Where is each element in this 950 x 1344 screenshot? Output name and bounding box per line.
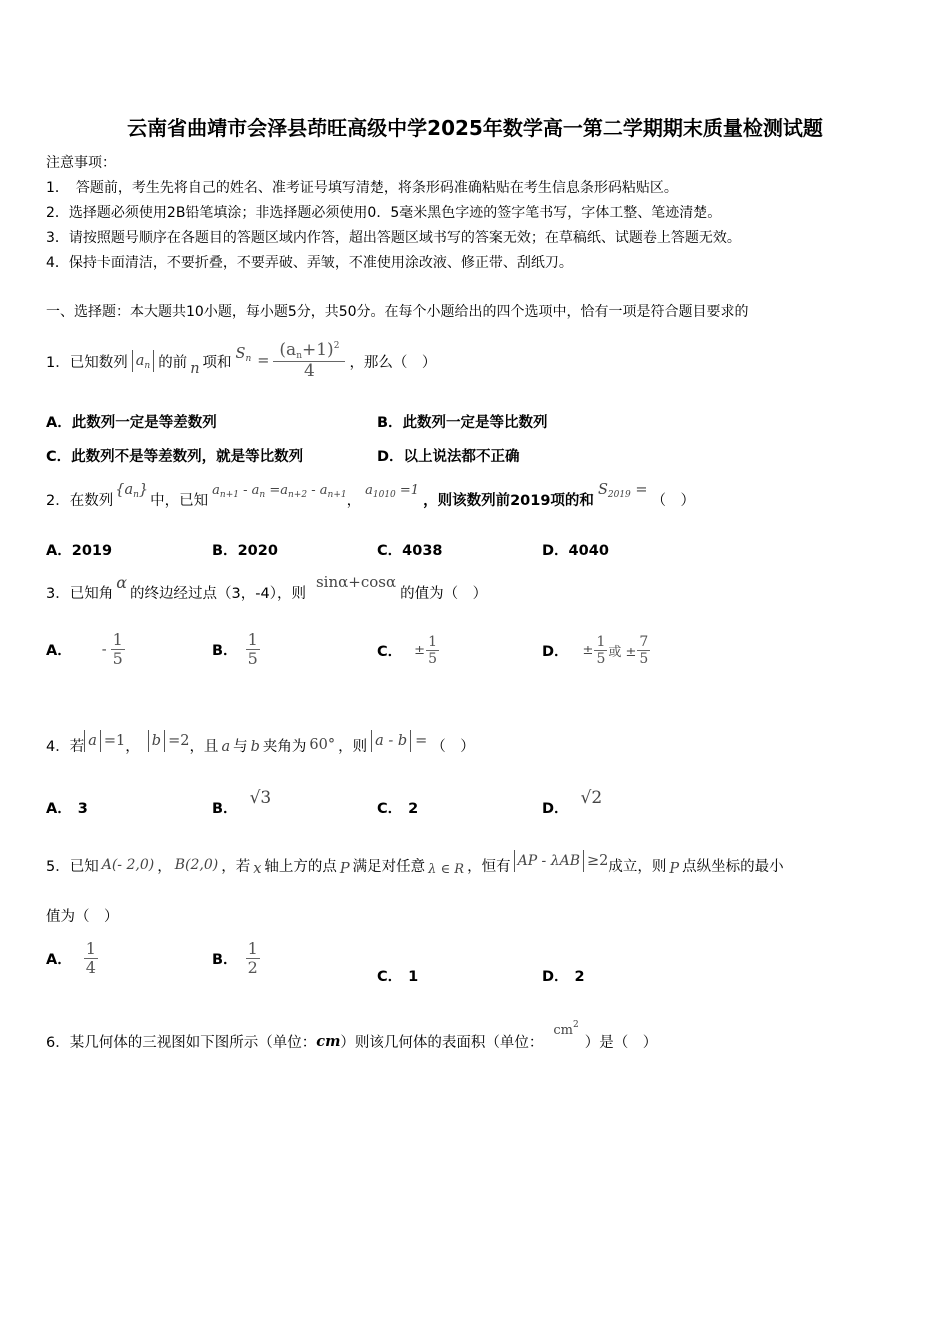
question-number: 5． (46, 858, 70, 875)
math-op: - (307, 482, 320, 498)
math-lambda: λ ∈ R (428, 861, 465, 877)
math-var: S (597, 482, 608, 498)
question-text: ， (346, 492, 362, 509)
question-text: 满足对任意 (352, 858, 426, 875)
question-5 (46, 848, 784, 882)
notes-heading: 注意事项： (46, 155, 116, 171)
math-var: a (251, 482, 260, 498)
option-b[interactable] (377, 411, 548, 432)
question-1 (46, 336, 436, 386)
option-text: √3 (249, 788, 272, 808)
option-text: 2 (574, 969, 585, 985)
math-alpha: α (116, 572, 128, 592)
math-abs-expr: AP - λAB (514, 850, 584, 872)
math-fraction (273, 341, 345, 382)
math-fraction (637, 634, 650, 667)
math-abs-b: b (148, 730, 165, 752)
math-sub: n+1 (219, 489, 239, 500)
question-text: 轴上方的点 (264, 858, 337, 875)
note-item: 4．保持卡面清洁，不要折叠，不要弄破、弄皱，不准使用涂改液、修正带、刮纸刀。 (46, 255, 573, 271)
option-text: 4038 (402, 543, 443, 559)
math-sign: ± (414, 643, 426, 659)
question-text: 项和 (202, 354, 232, 371)
math-abs-diff: a - b (371, 730, 411, 752)
question-text: 的值为（ ） (400, 585, 488, 602)
math-op: = (265, 482, 281, 498)
question-3 (46, 572, 487, 612)
question-text: 的终边经过点（3，-4），则 (130, 585, 306, 602)
option-label: B． (212, 643, 238, 660)
math-var: a (135, 353, 145, 369)
page-title: 云南省曲靖市会泽县茚旺高级中学2025年数学高一第二学期期末质量检测试题 (127, 116, 823, 140)
question-6 (46, 1020, 658, 1058)
fraction-denominator: 5 (247, 649, 258, 669)
option-d[interactable] (377, 445, 520, 466)
option-label: A． (46, 543, 72, 559)
math-fraction (594, 634, 607, 667)
question-text: 在数列 (69, 492, 114, 509)
math-eq: = (257, 353, 270, 369)
math-value: =2 (168, 733, 190, 749)
question-number: 1． (46, 354, 70, 371)
math-point-a: A(- 2,0) (101, 857, 155, 873)
question-text: 已知角 (69, 585, 114, 602)
question-text: 若 (69, 738, 85, 755)
question-text: ， (125, 738, 140, 755)
question-text: （ ） (651, 492, 696, 509)
option-label: A． (46, 643, 72, 660)
fraction-numerator: 1 (112, 630, 123, 649)
question-number: 6． (46, 1034, 70, 1051)
question-text: 中，已知 (150, 492, 209, 509)
question-text: ，若 (221, 858, 251, 875)
question-2 (46, 478, 695, 520)
math-fraction (84, 940, 98, 978)
option-label: A． (46, 801, 72, 817)
math-sub: n (133, 490, 139, 500)
question-number: 4． (46, 738, 70, 755)
option-d[interactable] (542, 634, 650, 667)
option-text: 此数列一定是等比数列 (402, 415, 548, 431)
fraction-numerator (273, 341, 345, 362)
fraction-denominator: 5 (596, 651, 606, 668)
fraction-numerator: 1 (247, 939, 258, 958)
math-eq: = (415, 733, 428, 749)
option-a[interactable] (46, 631, 125, 669)
option-text: √2 (580, 788, 603, 808)
option-label: D． (377, 449, 404, 465)
math-or: 或 ± (608, 645, 637, 661)
option-c[interactable] (46, 445, 303, 466)
math-var: a (212, 482, 220, 498)
math-given (365, 483, 419, 500)
fraction-numerator: 1 (596, 634, 606, 650)
math-sub: n (296, 350, 302, 361)
option-label: B． (212, 952, 238, 969)
math-expr: {a (115, 482, 134, 498)
option-label: C． (377, 543, 403, 559)
math-fraction (426, 634, 439, 667)
option-d[interactable] (542, 965, 585, 986)
fraction-denominator: 4 (304, 360, 315, 381)
option-text: 1 (408, 969, 419, 985)
option-c[interactable] (377, 965, 418, 986)
question-4 (46, 728, 475, 762)
option-d[interactable] (542, 788, 603, 818)
option-label: D． (542, 969, 569, 985)
option-label: B． (212, 543, 238, 559)
question-text: 夹角为 (262, 738, 307, 755)
math-value: =1 (103, 733, 126, 749)
option-label: B． (377, 415, 403, 431)
question-number: 3． (46, 585, 70, 602)
math-expr: +1) (302, 339, 334, 360)
fraction-numerator: 1 (85, 939, 96, 958)
note-item: 2．选择题必须使用2B铅笔填涂；非选择题必须使用0．5毫米黑色字迹的签字笔书写，字体工整、笔迹清楚。 (46, 205, 722, 221)
math-sub: n+1 (327, 489, 347, 500)
question-text: （ ） (431, 738, 475, 755)
math-recurrence (212, 483, 346, 500)
question-text: ，那么（ ） (349, 354, 437, 371)
option-a[interactable] (46, 411, 217, 432)
math-sum (236, 346, 252, 364)
option-label: C． (377, 969, 403, 985)
option-text: 此数列一定是等差数列 (71, 415, 217, 431)
math-sub: 2019 (607, 490, 631, 500)
math-sign: - (101, 641, 107, 658)
question-text: 与 (233, 738, 248, 755)
math-unit (553, 1020, 578, 1038)
math-expr: (a (279, 339, 297, 360)
option-label: C． (377, 644, 403, 661)
math-abs-a: a (84, 730, 101, 752)
question-text: 点纵坐标的最小 (682, 858, 784, 875)
math-point-b: B(2,0) (174, 857, 219, 873)
math-var: x (253, 861, 262, 877)
fraction-numerator: 1 (247, 630, 258, 649)
math-op: = (630, 482, 648, 498)
math-var: P (669, 861, 680, 877)
math-sub: 1010 (372, 489, 396, 500)
question-text: ）则该几何体的表面积（单位： (340, 1034, 544, 1051)
question-text: 已知 (69, 858, 99, 875)
math-var: n (190, 361, 200, 377)
option-b[interactable] (212, 940, 260, 978)
option-a[interactable] (46, 940, 98, 978)
math-sum (598, 482, 648, 500)
fraction-numerator: 7 (639, 634, 649, 650)
fraction-denominator: 5 (428, 651, 437, 668)
option-text: 4040 (568, 543, 609, 559)
option-text: 2 (408, 801, 419, 817)
question-text: ，则该数列前2019项的和 (423, 492, 594, 509)
option-label: B． (212, 801, 238, 817)
math-expr: sinα+cosα (315, 573, 397, 591)
math-var: P (339, 861, 350, 877)
option-label: A． (46, 952, 72, 969)
math-sign: ± (582, 643, 594, 659)
math-expr: } (138, 482, 149, 498)
math-sub: n (144, 361, 151, 371)
question-text: 某几何体的三视图如下图所示（单位： (69, 1034, 317, 1051)
option-a[interactable] (46, 539, 112, 560)
math-var: b (250, 739, 260, 755)
math-var: a (280, 482, 289, 498)
option-c[interactable] (377, 634, 439, 667)
math-sequence (115, 482, 148, 500)
math-unit-base: cm (553, 1023, 574, 1038)
fraction-denominator: 2 (247, 958, 258, 978)
option-b[interactable] (212, 631, 260, 669)
math-fraction (246, 940, 260, 978)
math-sequence (132, 350, 154, 372)
question-text: ，且 (189, 738, 219, 755)
option-c[interactable] (377, 539, 443, 560)
option-label: D． (542, 543, 569, 559)
question-text: ， (157, 858, 172, 875)
question-text: ，则 (338, 738, 368, 755)
section-heading: 一、选择题：本大题共10小题，每小题5分，共50分。在每个小题给出的四个选项中，恰有一项是符合题目要求的 (46, 304, 749, 320)
fraction-denominator: 5 (112, 649, 123, 669)
question-text: 已知数列 (69, 354, 128, 371)
question-number: 2． (46, 492, 70, 509)
math-sub: n (259, 489, 266, 500)
math-op: =1 (395, 482, 420, 498)
math-sub: n (245, 354, 252, 364)
math-angle: 60° (309, 737, 336, 753)
math-sup: 2 (573, 1020, 579, 1030)
math-var: a (319, 482, 328, 498)
option-label: C． (377, 801, 403, 817)
option-text: 此数列不是等差数列，就是等比数列 (71, 449, 304, 465)
math-sup: 2 (333, 340, 340, 351)
math-fraction (111, 631, 125, 669)
math-fraction (246, 631, 260, 669)
math-var: a (365, 482, 373, 498)
question-text: 成立，则 (608, 858, 667, 875)
note-item: 3．请按照题号顺序在各题目的答题区域内作答，超出答题区域书写的答案无效；在草稿纸、试题卷上答题无效。 (46, 230, 741, 246)
option-text: 2019 (71, 543, 113, 559)
math-var: S (235, 346, 246, 362)
option-label: C． (46, 449, 72, 465)
option-label: A． (46, 415, 72, 431)
option-d[interactable] (542, 539, 609, 560)
option-text: 以上说法都不正确 (403, 449, 520, 465)
question-5-cont: 值为（ ） (46, 909, 119, 925)
question-text: ，恒有 (467, 858, 511, 875)
math-ineq: ≥2 (587, 853, 609, 869)
option-text: 2020 (237, 543, 278, 559)
fraction-denominator: 4 (85, 958, 96, 978)
option-c[interactable] (377, 797, 418, 818)
question-text: 的前 (158, 354, 188, 371)
math-var: a (221, 739, 231, 755)
math-op: - (238, 482, 252, 498)
option-label: D． (542, 801, 569, 817)
unit-text: cm (316, 1032, 341, 1050)
fraction-numerator: 1 (428, 634, 437, 650)
option-label: D． (542, 644, 569, 661)
option-text: 3 (77, 801, 88, 817)
option-b[interactable] (212, 788, 272, 818)
fraction-denominator: 5 (639, 651, 649, 668)
question-text: ）是（ ） (584, 1034, 658, 1051)
option-a[interactable] (46, 797, 88, 818)
option-b[interactable] (212, 539, 278, 560)
math-sub: n+2 (288, 489, 308, 500)
note-item: 1． 答题前，考生先将自己的姓名、准考证号填写清楚，将条形码准确粘贴在考生信息条形码粘贴区。 (46, 180, 678, 196)
